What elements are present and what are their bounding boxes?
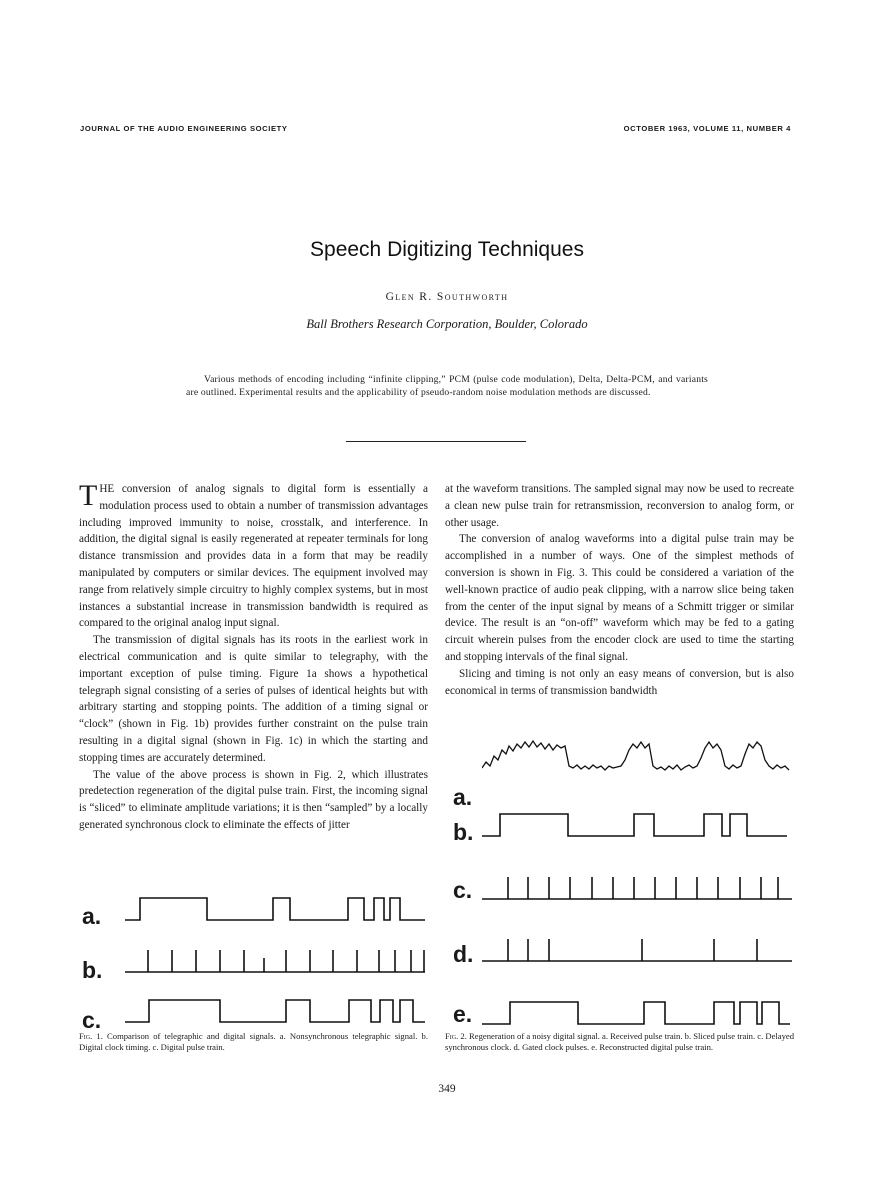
fig2-waveform-a <box>482 736 792 776</box>
figure2-number: Fig. 2. <box>445 1031 467 1041</box>
fig1-label-b: b. <box>82 957 103 983</box>
paragraph: The transmission of digital signals has its roots in the earliest work in electrical communication and is quite similar to telegraphy, with the important exception of pulse timing. Figure 1a shows a hypothetical telegraph signal consisting of a series of pulses of identical heights but with arbitrary starting and stopping points. The addition of a timing signal or “clock” (shown in Fig. 1b) provides further constraint on the pulse train resulting in a digital signal (shown in Fig. 1c) in which the starting and stopping times are accurately determined. <box>79 634 428 764</box>
fig2-waveform-c <box>482 872 792 902</box>
body-column-right <box>445 481 794 699</box>
body-column-left <box>79 481 428 834</box>
fig2-label-d: d. <box>453 941 474 967</box>
author-affiliation: Ball Brothers Research Corporation, Boulder, Colorado <box>306 317 588 331</box>
author-name: Glen R. Southworth <box>385 291 509 303</box>
figure2-caption <box>445 1031 794 1053</box>
paragraph-text: HE conversion of analog signals to digital form is essentially a modulation process used to obtain a number of transmission advantages including improved immunity to noise, crosstalk, and interference. In addition, the digital signal is easily regenerated at repeater terminals for long distance transmission and provides data in a form that may be readily manipulated by computers or similar devices. The equipment involved may range from relatively simple circuitry to highly complex systems, but in most instances a substantial increase in transmission bandwidth is required as compared to the original analog input signal. <box>79 483 428 630</box>
fig1-label-a: a. <box>82 903 102 929</box>
fig2-label-b: b. <box>453 819 474 845</box>
section-divider <box>346 441 526 442</box>
page-number: 349 <box>438 1083 456 1095</box>
fig2-label-c: c. <box>453 877 473 903</box>
fig1-label-c: c. <box>82 1007 102 1033</box>
fig1-waveform-c <box>125 994 425 1026</box>
fig2-waveform-d <box>482 934 792 964</box>
issue-info: OCTOBER 1963, VOLUME 11, NUMBER 4 <box>623 124 791 133</box>
fig2-label-a: a. <box>453 784 473 810</box>
fig1-waveform-b <box>125 944 425 974</box>
figure1-caption <box>79 1031 428 1053</box>
fig2-waveform-e <box>482 996 792 1028</box>
paragraph <box>79 481 428 632</box>
figure1-caption-text: Comparison of telegraphic and digital signals. a. Nonsynchronous telegraphic signal. b. Digital clock timing. c. Digital pulse train. <box>79 1031 428 1052</box>
figure1-number: Fig. 1. <box>79 1031 103 1041</box>
fig1-waveform-a <box>125 892 425 926</box>
fig2-waveform-b <box>482 810 792 840</box>
paragraph: The value of the above process is shown in Fig. 2, which illustrates predetection regeneration of the digital pulse train. First, the incoming signal is “sliced” to eliminate amplitude variations; it is then “sampled” by a locally generated synchronous clock to eliminate the effects of jitter <box>79 768 428 831</box>
fig2-label-e: e. <box>453 1001 473 1027</box>
abstract: Various methods of encoding including “infinite clipping,” PCM (pulse code modulation), Delta, Delta-PCM, and variants are outlined. Experimental results and the applicability of pseudo-random noise modulation methods are discussed. <box>186 374 708 398</box>
drop-cap: T <box>79 479 98 512</box>
figure2-caption-text: Regeneration of a noisy digital signal. a. Received pulse train. b. Sliced pulse train. c. Delayed synchronous clock. d. Gated clock pulses. e. Reconstructed digital pulse train. <box>445 1031 795 1052</box>
paragraph: at the waveform transitions. The sampled signal may now be used to recreate a clean new pulse train for retransmission, reconversion to analog form, or other usage. <box>445 483 794 529</box>
paragraph: The conversion of analog waveforms into a digital pulse train may be accomplished in a number of ways. One of the simplest methods of conversion is shown in Fig. 3. This could be considered a variation of the well-known practice of audio peak clipping, with a narrow slice being taken from the center of the input signal by means of a Schmitt trigger or similar device. The result is an “on-off” waveform which may be fed to a gating circuit wherein pulses from the encoder clock are used to time the starting and stopping intervals of the final signal. <box>445 533 794 663</box>
journal-name: JOURNAL OF THE AUDIO ENGINEERING SOCIETY <box>80 124 288 133</box>
article-title: Speech Digitizing Techniques <box>310 238 584 261</box>
paragraph: Slicing and timing is not only an easy means of conversion, but is also economical in terms of transmission bandwidth <box>445 667 794 697</box>
